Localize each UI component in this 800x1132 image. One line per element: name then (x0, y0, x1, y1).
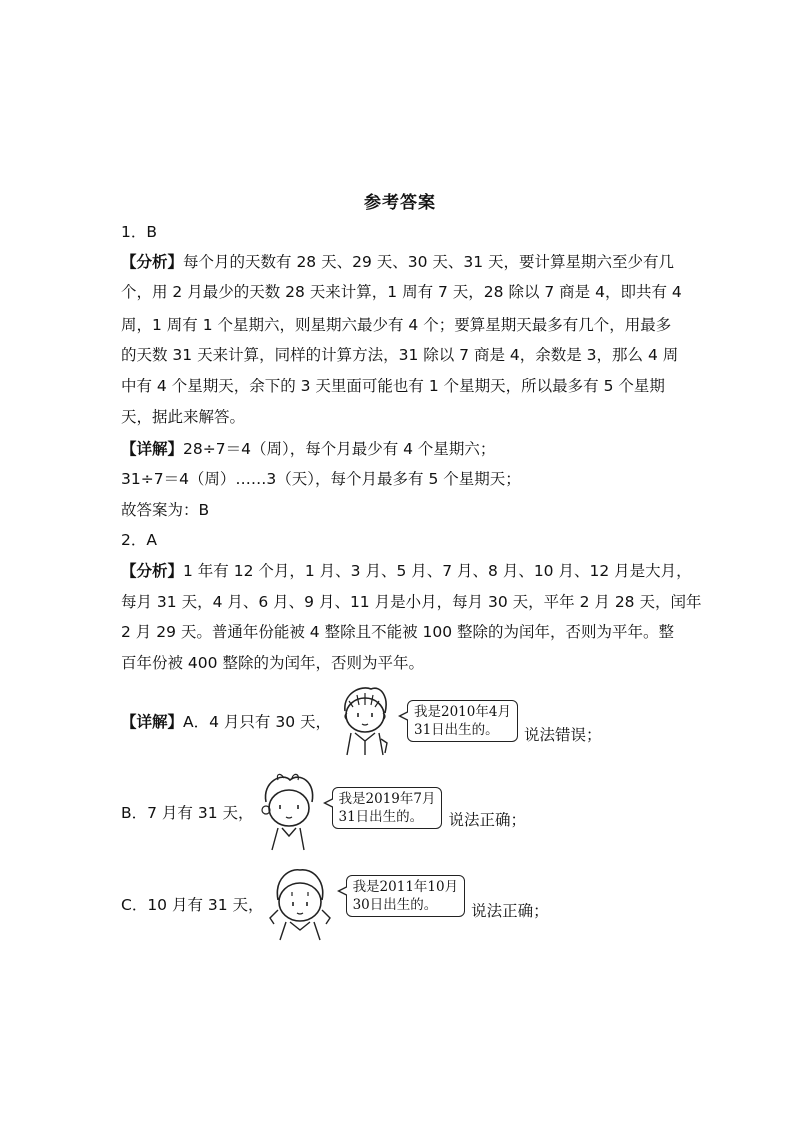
page-title: 参考答案 (364, 193, 436, 213)
bubble-line-1: 我是2011年10月 (352, 879, 459, 895)
bubble-line-2: 30日出生的。 (352, 897, 438, 913)
q2-analysis-line-2: 每月 31 天，4 月、6 月、9 月、11 月是小月，每月 30 天，平年 2 月 28 天，闰年 (121, 593, 702, 611)
option-c-text: C．10 月有 31 天， (121, 896, 264, 914)
option-c-verdict: 说法正确； (471, 902, 549, 920)
detail-text: 28÷7＝4（周），每个月最少有 4 个星期六； (183, 440, 496, 458)
speech-bubble (407, 700, 518, 742)
bubble-line-1: 我是2019年7月 (338, 791, 436, 807)
speech-bubble (346, 875, 466, 917)
q2-analysis-line-4: 百年份被 400 整除的为闰年，否则为平年。 (121, 654, 424, 672)
q1-analysis-line-1 (121, 252, 674, 272)
analysis-text: 1 年有 12 个月，1 月、3 月、5 月、7 月、8 月、10 月、12 月是大月， (183, 562, 692, 580)
option-c-row (121, 866, 549, 942)
bubble-line-1: 我是2010年4月 (414, 704, 511, 720)
analysis-text: 每个月的天数有 28 天、29 天、30 天、31 天，要计算星期六至少有几 (183, 253, 675, 271)
option-b-verdict: 说法正确； (448, 811, 526, 829)
q1-analysis-line-6: 天，据此来解答。 (121, 408, 246, 426)
q1-detail-line-2: 31÷7＝4（周）……3（天），每个月最多有 5 个星期天； (121, 470, 521, 488)
analysis-tag: 【分析】 (121, 562, 184, 580)
detail-tag: 【详解】 (121, 713, 184, 731)
bubble-line-2: 31日出生的。 (338, 809, 424, 825)
q1-analysis-line-2: 个，用 2 月最少的天数 28 天来计算，1 周有 7 天，28 除以 7 商是 4，即共有 4 (121, 283, 682, 301)
q1-detail-line-1 (121, 439, 495, 459)
q1-analysis-line-5: 中有 4 个星期天，余下的 3 天里面可能也有 1 个星期天，所以最多有 5 个星期 (121, 377, 665, 395)
girl-illustration (254, 772, 322, 852)
bubble-line-2: 31日出生的。 (414, 722, 499, 738)
q1-answer: 1．B (121, 223, 157, 241)
q2-analysis-line-1 (121, 561, 692, 581)
q2-answer: 2．A (121, 531, 157, 549)
option-b-row (121, 772, 526, 852)
q1-analysis-line-3: 周，1 周有 1 个星期六，则星期六最少有 4 个；要算星期天最多有几个，用最多 (121, 316, 672, 334)
option-a-row (121, 683, 601, 759)
detail-tag: 【详解】 (121, 440, 184, 458)
girl-with-pigtails-illustration (264, 866, 334, 942)
boy-illustration (331, 683, 397, 759)
q1-analysis-line-4: 的天数 31 天来计算，同样的计算方法，31 除以 7 商是 4，余数是 3，那么 4 周 (121, 346, 679, 364)
analysis-tag: 【分析】 (121, 253, 184, 271)
q1-conclusion: 故答案为：B (121, 501, 210, 519)
option-b-text: B．7 月有 31 天， (121, 804, 254, 822)
q2-analysis-line-3: 2 月 29 天。普通年份能被 4 整除且不能被 100 整除的为闰年，否则为平年。整 (121, 623, 675, 641)
option-a-text: 【详解】A．4 月只有 30 天， (121, 713, 331, 731)
option-a-verdict: 说法错误； (523, 726, 602, 744)
speech-bubble (332, 787, 443, 829)
